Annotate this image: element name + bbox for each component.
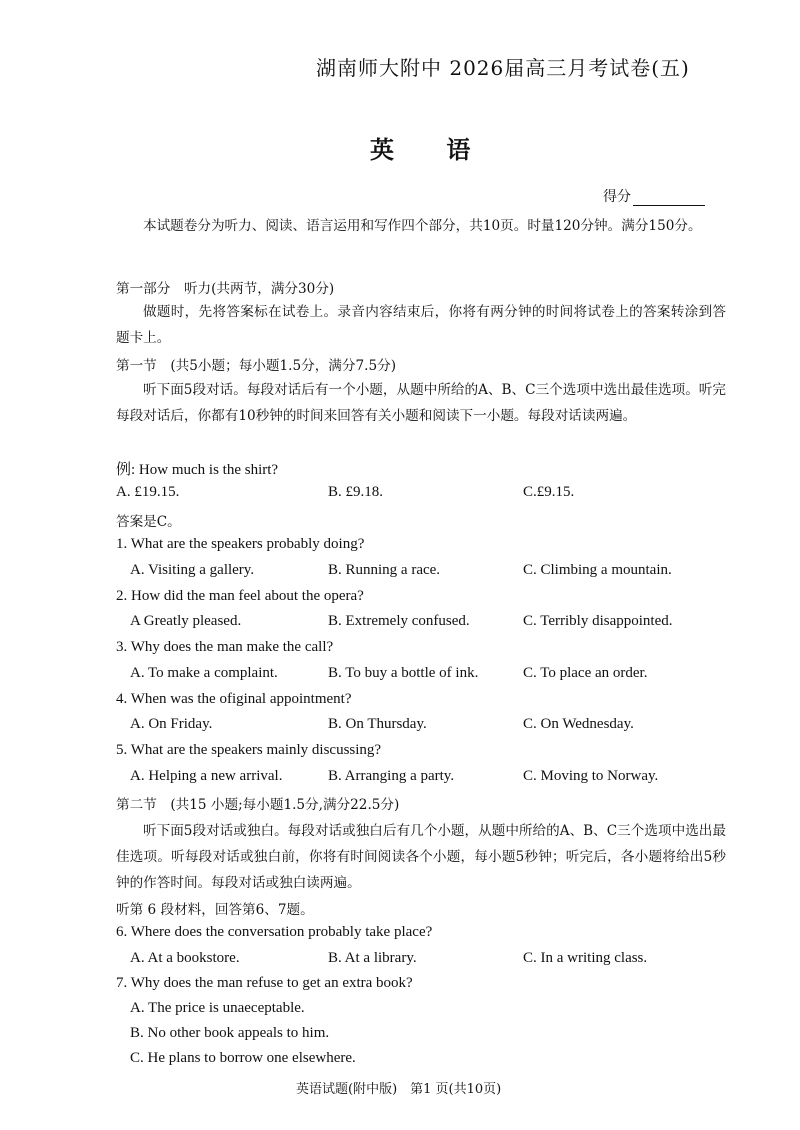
question-text: 1. What are the speakers probably doing? [116,536,365,552]
score-field [603,186,705,206]
option-c: C. He plans to borrow one elsewhere. [130,1050,356,1066]
exam-header: 湖南师大附中 2026届高三月考试卷(五) [316,56,690,80]
section2-title: 第二节 (共15 小题;每小题1.5分,满分22.5分) [116,797,400,813]
score-label: 得分 [603,189,631,205]
option-a: A. Visiting a gallery. [130,562,255,578]
question-text: 7. Why does the man refuse to get an extra book? [116,975,413,991]
example-question: 例: How much is the shirt? [116,462,279,478]
option-a: A. To make a complaint. [130,665,278,681]
option-a: A. On Friday. [130,716,213,732]
option-a: A. Helping a new arrival. [130,768,283,784]
score-blank [633,191,705,206]
section2-instruction: 听下面5段对话或独白。每段对话或独白后有几个小题，从题中所给的A、B、C三个选项中选出最佳选项。听每段对话或独白前，你将有时间阅读各个小题，每小题5秒钟；听完后，各小题将给出5秒钟的作答时间。每段对话或独白读两遍。 [116,823,726,891]
option-b: B. To buy a bottle of ink. [328,665,479,681]
question-text: 5. What are the speakers mainly discussing? [116,742,382,758]
option-c: C. On Wednesday. [523,716,634,732]
option-b: B. No other book appeals to him. [130,1025,330,1041]
option-b: B. At a library. [328,950,417,966]
example-option-b: B. £9.18. [328,484,384,500]
option-b: B. On Thursday. [328,716,427,732]
example-option-c: C.£9.15. [523,484,575,500]
option-c: C. To place an order. [523,665,648,681]
part1-title: 第一部分 听力(共两节，满分30分) [116,281,335,297]
example-answer: 答案是C。 [116,514,181,530]
question-text: 2. How did the man feel about the opera? [116,588,364,604]
page-footer: 英语试题(附中版) 第1 页(共10页) [296,1082,502,1097]
question-text: 3. Why does the man make the call? [116,639,334,655]
section1-instruction: 听下面5段对话。每段对话后有一个小题，从题中所给的A、B、C三个选项中选出最佳选项。听完每段对话后，你都有10秒钟的时间来回答有关小题和阅读下一小题。每段对话读两遍。 [116,382,726,424]
option-c: C. Climbing a mountain. [523,562,672,578]
option-c: C. In a writing class. [523,950,648,966]
option-b: B. Arranging a party. [328,768,455,784]
option-b: B. Running a race. [328,562,441,578]
example-option-a: A. £19.15. [116,484,180,500]
subject-title: 英 语 [370,135,493,164]
option-b: B. Extremely confused. [328,613,470,629]
option-a: A Greatly pleased. [130,613,242,629]
intro-text: 本试题卷分为听力、阅读、语言运用和写作四个部分，共10页。时量120分钟。满分150分。 [143,218,702,234]
option-a: A. The price is unaeceptable. [130,1000,305,1016]
option-c: C. Moving to Norway. [523,768,659,784]
option-a: A. At a bookstore. [130,950,240,966]
question-text: 6. Where does the conversation probably take place? [116,924,433,940]
part1-instruction: 做题时，先将答案标在试卷上。录音内容结束后，你将有两分钟的时间将试卷上的答案转涂到答题卡上。 [116,304,726,346]
material-note: 听第 6 段材料，回答第6、7题。 [116,902,314,918]
section1-title: 第一节 (共5小题；每小题1.5分，满分7.5分) [116,358,396,374]
option-c: C. Terribly disappointed. [523,613,673,629]
question-text: 4. When was the ofiginal appointment? [116,691,352,707]
